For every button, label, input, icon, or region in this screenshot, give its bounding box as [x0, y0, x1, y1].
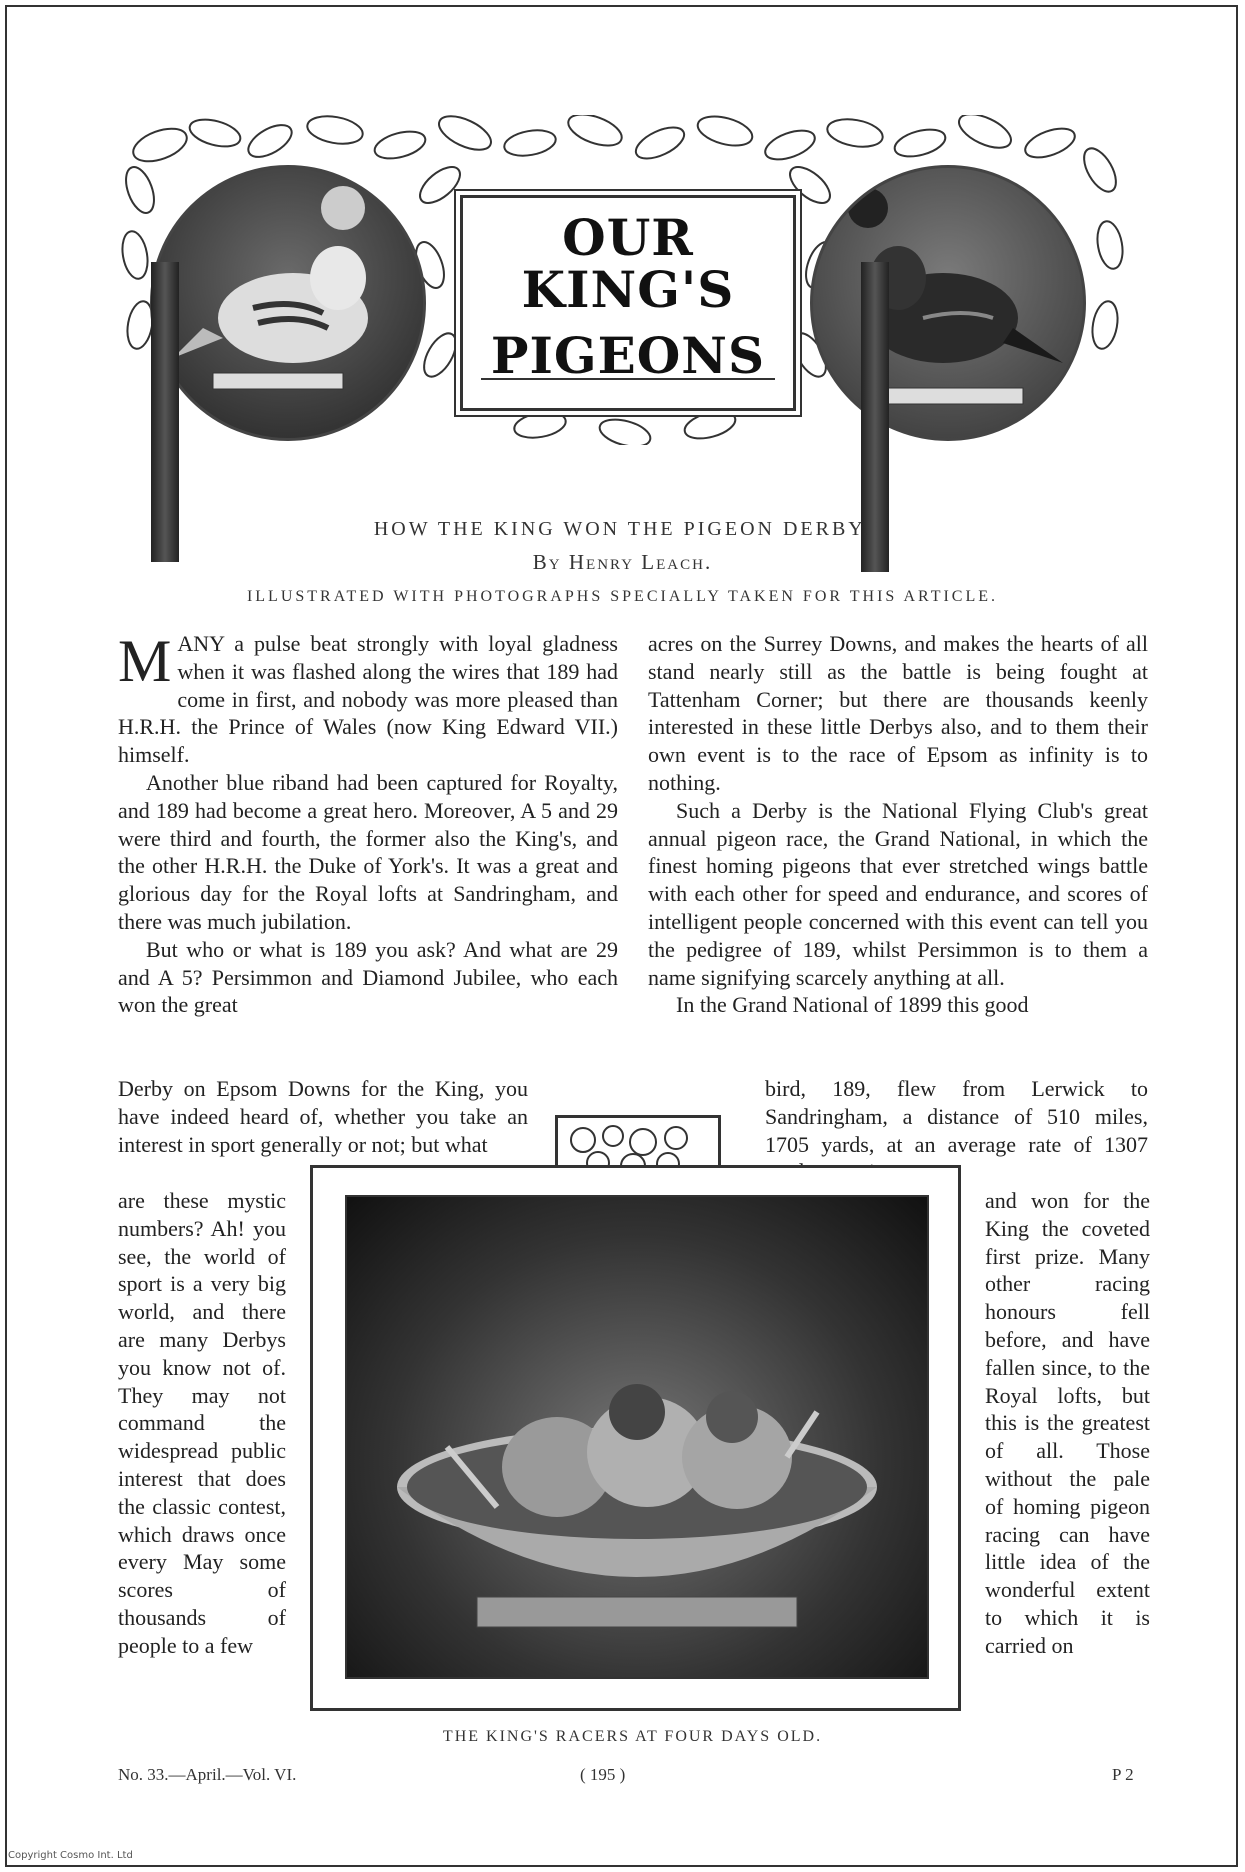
vine-ornament	[481, 378, 775, 390]
article-title-line1: OUR KING'S	[521, 208, 735, 319]
page-number: ( 195 )	[580, 1765, 626, 1784]
text-column-1-mid: Derby on Epsom Downs for the King, you have indeed heard of, whether you take an interest in sport generally or not; but what	[118, 1076, 528, 1157]
pigeon-chicks-photo	[345, 1195, 929, 1679]
text-column-1-narrow: are these mystic numbers? Ah! you see, the world of sport is a very big world, and there are many Derbys you know not of. They may not command the widespread public interest that does the classic contest, which draws once every May some scores of thousands of people to a few	[118, 1188, 286, 1658]
title-box	[460, 195, 796, 411]
paragraph-2: Another blue riband had been captured for Royalty, and 189 had become a great hero. Moreover, A 5 and 29 were third and fourth, the former also the King's, and the other H.R.H. the Duke of York's. It was a great and glorious day for the Royal lofts at Sandringham, and there was much jubilation.	[118, 769, 618, 934]
paragraph-4: acres on the Surrey Downs, and makes the hearts of all stand nearly still as the battle is being fought at Tattenham Corner; but there are thousands keenly interested in these little Derbys also, and to them their own event is to the race of Epsom as infinity is to nothing.	[648, 631, 1148, 795]
paragraph-3: But who or what is 189 you ask? And what are 29 and A 5? Persimmon and Diamond Jubilee, who each won the great	[118, 936, 618, 1018]
paragraph-5: Such a Derby is the National Flying Club's great annual pigeon race, the Grand National, in which the finest homing pigeons that ever stretched wings battle with each other for speed and endurance, and scores of intelligent people concerned with this event can tell you the pedigree of 189, whilst Persimmon is to them a name signifying scarcely anything at all.	[648, 797, 1148, 990]
pigeon-photo-left	[150, 165, 426, 441]
article-title-line2: PIGEONS	[490, 326, 766, 385]
drop-cap: M	[118, 628, 172, 694]
text-column-2-narrow: and won for the King the coveted first prize. Many other racing honours fell before, and have fallen since, to the Royal lofts, but this is the greatest of all. Those without the pale of homing pigeon racing can have little idea of the wonderful extent to which it is carried on	[985, 1188, 1150, 1658]
signature-mark: P 2	[1112, 1765, 1134, 1784]
issue-info: No. 33.—April.—Vol. VI.	[118, 1765, 297, 1784]
pigeon-right-illustration	[813, 168, 1083, 438]
text-column-2-mid: bird, 189, flew from Lerwick to Sandringham, a distance of 510 miles, 1705 yards, at an average rate of 1307	[765, 1076, 1148, 1157]
illustration-credit: ILLUSTRATED WITH PHOTOGRAPHS SPECIALLY TAKEN FOR THIS ARTICLE.	[246, 588, 999, 605]
paragraph-6: In the Grand National of 1899 this good	[676, 992, 1029, 1018]
pigeon-photo-right	[810, 165, 1086, 441]
perch-post-left	[151, 262, 179, 562]
text-column-2	[648, 630, 1148, 1019]
paragraph-1: MANY a pulse beat strongly with loyal gladness when it was flashed along the wires that 189 had come in first, and nobody was more pleased than H.R.H. the Prince of Wales (now King Edward VII.) himself.	[118, 628, 618, 768]
chicks-in-bowl-illustration	[347, 1197, 927, 1677]
pigeon-left-illustration	[153, 168, 423, 438]
photo-caption: THE KING'S RACERS AT FOUR DAYS OLD.	[442, 1728, 823, 1745]
article-subtitle: HOW THE KING WON THE PIGEON DERBY.	[373, 518, 872, 540]
article-byline: By Henry Leach.	[532, 550, 713, 574]
copyright-notice: Copyright Cosmo Int. Ltd	[8, 1850, 133, 1861]
text-column-1	[118, 630, 618, 1019]
